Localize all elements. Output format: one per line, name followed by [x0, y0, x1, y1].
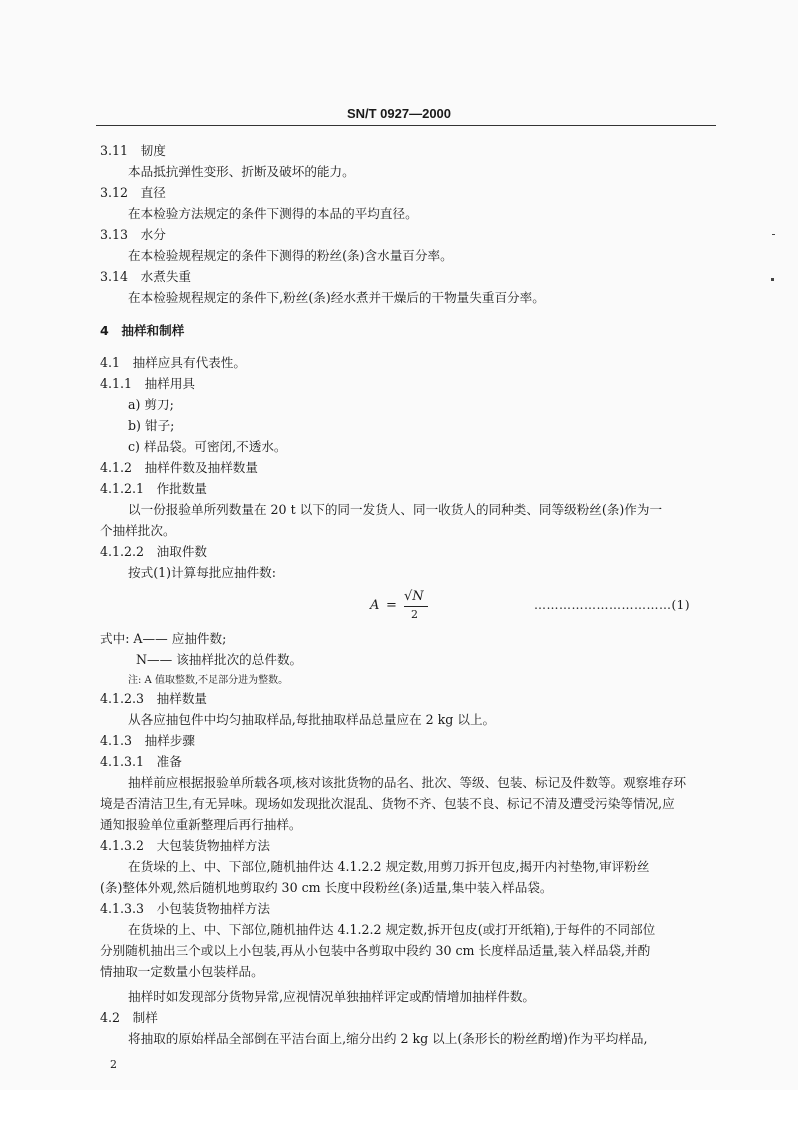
scan-artifact	[771, 278, 774, 281]
page-number: 2	[110, 1058, 117, 1071]
clause-text: 境是否清洁卫生,有无异味。现场如发现批次混乱、货物不齐、包装不良、标记不清及遭受污染等情况,应	[100, 796, 675, 811]
clause-heading: 4.1.2.1 作批数量	[100, 481, 208, 496]
clause-heading: 4.1.2.2 油取件数	[100, 544, 208, 559]
clause-heading: 4.1.3.2 大包装货物抽样方法	[100, 838, 270, 853]
formula-denominator: 2	[411, 608, 418, 621]
clause-text: 本品抵抗弹性变形、折断及破坏的能力。	[128, 164, 355, 179]
clause-heading: 4.1.3.1 准备	[100, 754, 182, 769]
clause-text: 抽样前应根据报验单所载各项,核对该批货物的品名、批次、等级、包装、标记及件数等。观察堆存环	[128, 775, 687, 790]
scan-artifact	[772, 234, 775, 235]
clause-heading: 4.1.3 抽样步骤	[100, 733, 196, 748]
clause-text: 在本检验方法规定的条件下测得的本品的平均直径。	[128, 206, 418, 221]
clause-text: 个抽样批次。	[100, 523, 176, 538]
formula-equals: =	[386, 598, 397, 613]
clause-text: 在货垛的上、中、下部位,随机抽件达 4.1.2.2 规定数,拆开包皮(或打开纸箱),于每件的不同部位	[128, 922, 656, 937]
clause-heading: 4.1.2 抽样件数及抽样数量	[100, 460, 258, 475]
list-item: c) 样品袋。可密闭,不透水。	[128, 439, 287, 454]
clause-text: 抽样时如发现部分货物异常,应视情况单独抽样评定或酌情增加抽样件数。	[128, 989, 536, 1004]
list-item: b) 钳子;	[128, 418, 175, 433]
clause-text: 在本检验规程规定的条件下,粉丝(条)经水煮并干燥后的干物量失重百分率。	[128, 290, 545, 305]
clause-text: (条)整体外观,然后随机地剪取约 30 cm 长度中段粉丝(条)适量,集中装入样品袋。	[100, 880, 553, 895]
note-text: 注: A 值取整数,不足部分进为整数。	[128, 675, 289, 686]
formula-explanation: 式中: A—— 应抽件数;	[100, 631, 227, 646]
section-heading: 4 抽样和制样	[100, 323, 185, 338]
clause-heading: 3.13 水分	[100, 227, 166, 242]
clause-text: 在本检验规程规定的条件下测得的粉丝(条)含水量百分率。	[128, 248, 453, 263]
clause-heading: 3.12 直径	[100, 185, 166, 200]
clause-heading: 4.1.1 抽样用具	[100, 376, 196, 391]
clause-heading: 4.2 制样	[100, 1010, 158, 1025]
clause-heading: 3.11 韧度	[100, 143, 166, 158]
standard-code-header: SN/T 0927—2000	[346, 106, 452, 121]
list-item: a) 剪刀;	[128, 397, 174, 412]
formula-1	[370, 588, 460, 628]
clause-text: 情抽取一定数量小包装样品。	[100, 964, 264, 979]
formula-lhs: A	[370, 598, 380, 613]
clause-heading: 4.1.3.3 小包装货物抽样方法	[100, 901, 270, 916]
clause-text: 通知报验单位重新整理后再行抽样。	[100, 817, 302, 832]
fraction-bar	[404, 606, 428, 607]
clause-text: 分别随机抽出三个或以上小包装,再从小包装中各剪取中段约 30 cm 长度样品适量,装入样品袋,并酌	[100, 943, 651, 958]
clause-text: 将抽取的原始样品全部倒在平洁台面上,缩分出约 2 kg 以上(条形长的粉丝酌增)作为平均样品,	[128, 1031, 648, 1046]
formula-numerator: √N	[404, 589, 424, 604]
header-rule	[96, 125, 716, 126]
clause-heading: 3.14 水煮失重	[100, 269, 192, 284]
clause-heading: 4.1.2.3 抽样数量	[100, 691, 208, 706]
clause-text: 以一份报验单所列数量在 20 t 以下的同一发货人、同一收货人的同种类、同等级粉丝(条)作为一	[128, 502, 663, 517]
clause-text: 从各应抽包件中均匀抽取样品,每批抽取样品总量应在 2 kg 以上。	[128, 712, 496, 727]
clause-heading: 4.1 抽样应具有代表性。	[100, 355, 246, 370]
formula-explanation: N—— 该抽样批次的总件数。	[136, 652, 303, 667]
clause-text: 按式(1)计算每批应抽件数:	[128, 565, 277, 580]
clause-text: 在货垛的上、中、下部位,随机抽件达 4.1.2.2 规定数,用剪刀拆开包皮,揭开内衬垫物,审评粉丝	[128, 859, 650, 874]
formula-reference: ……………………………(1)	[534, 598, 690, 612]
